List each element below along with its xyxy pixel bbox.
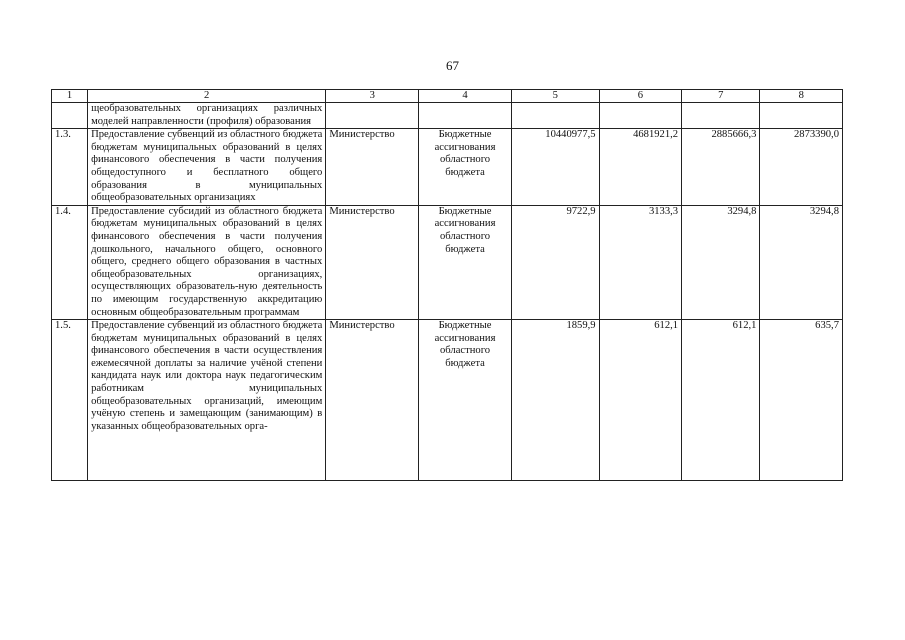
table-header-row bbox=[52, 90, 843, 103]
row-number bbox=[52, 103, 88, 129]
activity-name: щеобразовательных организациях различных моделей направленности (профиля) образования bbox=[88, 103, 326, 129]
funding-source: Бюджетные ассигнования областного бюджета bbox=[419, 129, 512, 206]
column-header: 6 bbox=[599, 90, 682, 103]
table-row bbox=[52, 129, 843, 206]
page-number: 67 bbox=[446, 58, 459, 73]
column-header: 4 bbox=[419, 90, 512, 103]
column-header: 1 bbox=[52, 90, 88, 103]
column-header: 7 bbox=[682, 90, 760, 103]
funding-source: Бюджетные ассигнования областного бюджета bbox=[419, 205, 512, 319]
value-year-3: 3294,8 bbox=[760, 205, 843, 319]
table-row bbox=[52, 205, 843, 319]
value-year-2 bbox=[682, 103, 760, 129]
funding-source bbox=[419, 103, 512, 129]
executor: Министерство bbox=[326, 205, 419, 319]
row-number: 1.5. bbox=[52, 320, 88, 481]
value-total: 1859,9 bbox=[511, 320, 599, 481]
value-year-2: 3294,8 bbox=[682, 205, 760, 319]
value-year-2: 612,1 bbox=[682, 320, 760, 481]
value-year-3 bbox=[760, 103, 843, 129]
activity-name: Предоставление субвенций из областного бюджета бюджетам муниципальных образований в целях финансового обеспечения в части осуществления ежемесячной доплаты за наличие учёной степени кандидата наук или доктора наук педагогическим работникам муниципальных общеобразовательных организаций, имеющим учёную степень и замещающим (занимающим) в указанных общеобразовательных орга- bbox=[88, 320, 326, 481]
executor: Министерство bbox=[326, 129, 419, 206]
value-year-1 bbox=[599, 103, 682, 129]
budget-table bbox=[51, 89, 843, 481]
table-row bbox=[52, 103, 843, 129]
column-header: 5 bbox=[511, 90, 599, 103]
executor: Министерство bbox=[326, 320, 419, 481]
executor bbox=[326, 103, 419, 129]
value-total: 9722,9 bbox=[511, 205, 599, 319]
activity-name: Предоставление субвенций из областного бюджета бюджетам муниципальных образований в целях финансового обеспечения в части получения общедоступного и бесплатного общего образования в муниципальных общеобразовательных организациях bbox=[88, 129, 326, 206]
value-total bbox=[511, 103, 599, 129]
value-year-3: 2873390,0 bbox=[760, 129, 843, 206]
funding-source: Бюджетные ассигнования областного бюджета bbox=[419, 320, 512, 481]
row-number: 1.3. bbox=[52, 129, 88, 206]
value-total: 10440977,5 bbox=[511, 129, 599, 206]
value-year-1: 3133,3 bbox=[599, 205, 682, 319]
table-row bbox=[52, 320, 843, 481]
column-header: 2 bbox=[88, 90, 326, 103]
activity-name: Предоставление субсидий из областного бюджета бюджетам муниципальных образований в целях финансового обеспечения в части получения дошкольного, начального общего, основного общего, среднего общего образования в частных общеобразовательных организациях, осуществляющих образователь-ную деятельность по имеющим государственную аккредитацию основным общеобразовательным программам bbox=[88, 205, 326, 319]
value-year-3: 635,7 bbox=[760, 320, 843, 481]
row-number: 1.4. bbox=[52, 205, 88, 319]
value-year-1: 4681921,2 bbox=[599, 129, 682, 206]
value-year-1: 612,1 bbox=[599, 320, 682, 481]
column-header: 3 bbox=[326, 90, 419, 103]
column-header: 8 bbox=[760, 90, 843, 103]
value-year-2: 2885666,3 bbox=[682, 129, 760, 206]
